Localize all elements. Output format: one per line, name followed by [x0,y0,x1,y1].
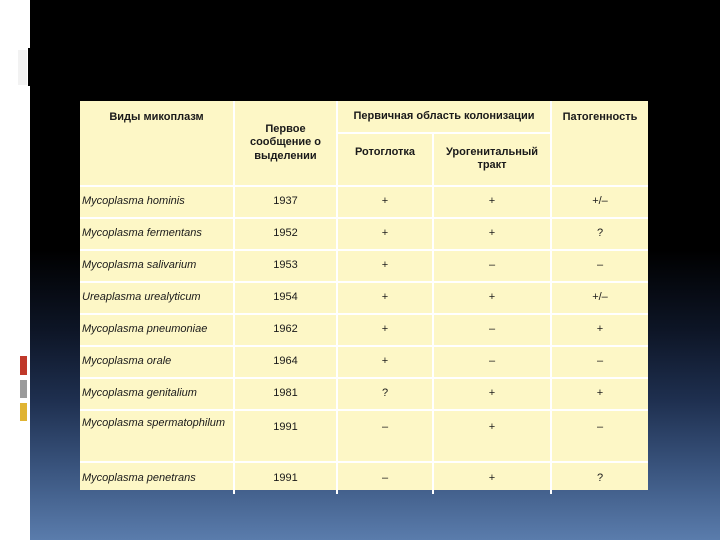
cell-oropharynx: – [337,410,433,462]
cell-pathogenicity: ? [551,462,648,494]
table-row [80,378,648,410]
table-row [80,346,648,378]
cell-oropharynx: + [337,186,433,218]
side-marker-grey [20,380,27,398]
cell-year: 1964 [234,346,337,378]
cell-oropharynx: + [337,218,433,250]
cell-pathogenicity: + [551,314,648,346]
cell-pathogenicity: – [551,410,648,462]
cell-pathogenicity: – [551,346,648,378]
cell-species: Mycoplasma hominis [80,186,234,218]
header-colonization: Первичная область колонизации [337,101,551,133]
table-row [80,218,648,250]
cell-urogenital: – [433,346,551,378]
cell-oropharynx: + [337,282,433,314]
cell-year: 1937 [234,186,337,218]
cell-species: Mycoplasma penetrans [82,471,196,484]
header-first-report: Первое сообщение о выделении [234,101,337,186]
mycoplasma-table [80,101,648,490]
header-urogenital: Урогенитальный тракт [433,133,551,186]
header-oropharynx: Ротоглотка [337,133,433,186]
table-row [80,186,648,218]
cell-urogenital: + [433,282,551,314]
cell-year: 1962 [234,314,337,346]
cell-species: Mycoplasma genitalium [80,378,234,410]
cell-oropharynx: + [337,314,433,346]
cell-urogenital: + [433,410,551,462]
table-row [80,462,648,494]
cell-year: 1954 [234,282,337,314]
cell-species: Mycoplasma pneumoniae [80,314,234,346]
cell-oropharynx: + [337,346,433,378]
header-pathogenicity: Патогенность [551,101,648,186]
cell-year: 1953 [234,250,337,282]
cell-pathogenicity: +/– [551,282,648,314]
cell-year: 1952 [234,218,337,250]
cell-species: Ureaplasma urealyticum [80,282,234,314]
cell-species: Mycoplasma spermatophilum [80,410,234,462]
cell-species: Mycoplasma fermentans [80,218,234,250]
side-marker-gold [20,403,27,421]
decorative-line [28,48,30,86]
cell-year: 1991 [234,462,337,494]
cell-species: Mycoplasma orale [80,346,234,378]
cell-pathogenicity: – [551,250,648,282]
cell-year: 1991 [234,410,337,462]
table-row [80,314,648,346]
cell-urogenital: + [433,186,551,218]
cell-pathogenicity: +/– [551,186,648,218]
cell-pathogenicity: ? [551,218,648,250]
table-row [80,250,648,282]
cell-urogenital: – [433,314,551,346]
cell-pathogenicity: + [551,378,648,410]
cell-urogenital: + [433,378,551,410]
cell-oropharynx: + [337,250,433,282]
cell-species: Mycoplasma salivarium [80,250,234,282]
cell-oropharynx: ? [337,378,433,410]
decorative-bar [18,50,27,85]
cell-urogenital: – [433,250,551,282]
side-marker-red [20,356,27,375]
table-row [80,410,648,462]
table-row [80,282,648,314]
header-species: Виды микоплазм [80,101,234,186]
cell-urogenital: + [433,218,551,250]
cell-year: 1981 [234,378,337,410]
cell-urogenital: + [433,462,551,494]
cell-oropharynx: – [337,462,433,494]
